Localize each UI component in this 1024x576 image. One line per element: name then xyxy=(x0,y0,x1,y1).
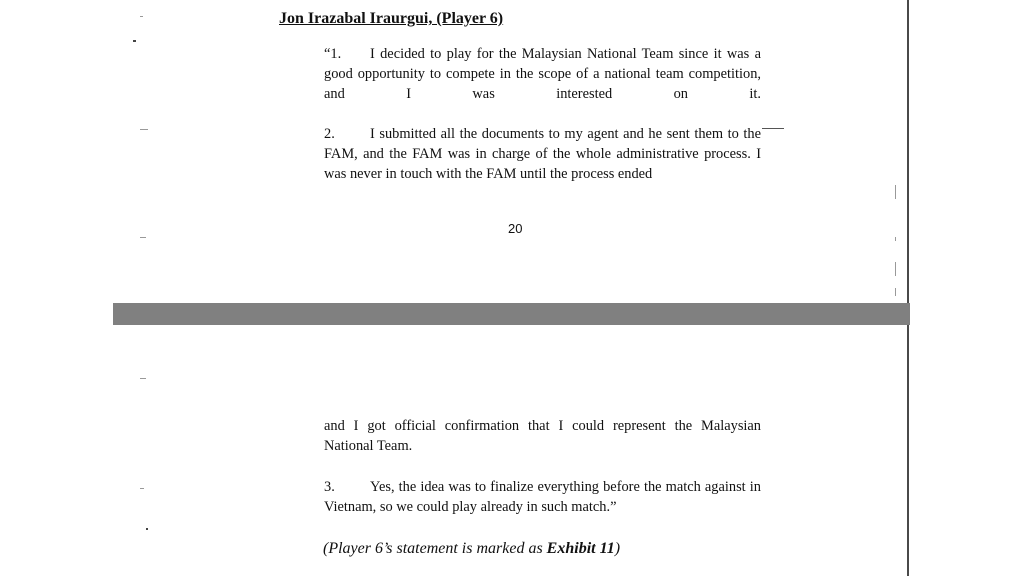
scan-speck xyxy=(146,528,148,530)
witness-heading: Jon Irazabal Iraurgui, (Player 6) xyxy=(279,10,504,27)
paragraph-1 xyxy=(324,44,761,104)
caption-suffix: ) xyxy=(614,540,621,557)
paragraph-text: and I got official confirmation that I could represent the Malaysian National Team. xyxy=(324,418,761,454)
page-number: 20 xyxy=(508,221,523,236)
caption-prefix: (Player 6’s statement is marked as xyxy=(323,540,547,557)
scan-speck xyxy=(140,488,144,489)
scan-speck xyxy=(140,378,146,379)
scan-speck xyxy=(895,288,896,296)
paragraph-3 xyxy=(324,477,761,517)
scan-speck xyxy=(140,129,148,130)
paragraph-2 xyxy=(324,124,761,184)
exhibit-caption xyxy=(323,540,620,558)
scan-speck xyxy=(133,40,136,42)
scan-speck xyxy=(895,185,896,199)
page-break-bar xyxy=(113,303,910,325)
page-edge-rule xyxy=(907,0,909,576)
scan-speck xyxy=(140,16,143,17)
paragraph-number: 3. xyxy=(324,479,335,495)
scan-speck xyxy=(895,237,896,241)
scan-speck xyxy=(140,237,146,238)
scan-speck xyxy=(895,262,896,276)
paragraph-number: 2. xyxy=(324,126,335,142)
pen-stroke xyxy=(762,128,784,129)
paragraph-2-continued xyxy=(324,416,761,456)
paragraph-text: I submitted all the documents to my agent and he sent them to the FAM, and the FAM was in charge of the whole administrative process. I was never in touch with the FAM until the process ended xyxy=(324,126,761,182)
paragraph-text: I decided to play for the Malaysian National Team since it was a good opportunity to compete in the scope of a national team competition, and I was interested on it. xyxy=(324,46,761,102)
paragraph-number: “1. xyxy=(324,46,342,62)
paragraph-text: Yes, the idea was to finalize everything before the match against in Vietnam, so we could play already in such match.” xyxy=(324,479,761,515)
exhibit-reference: Exhibit 11 xyxy=(546,540,615,557)
